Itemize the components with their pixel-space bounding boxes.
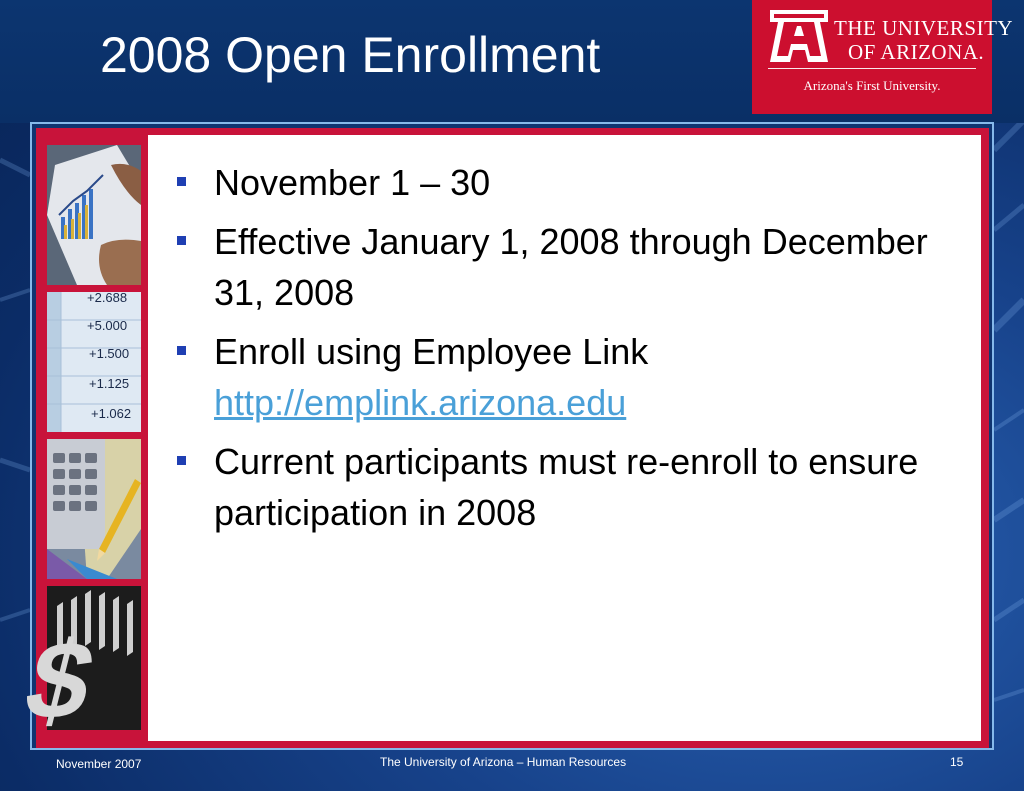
- footer-department: The University of Arizona – Human Resources: [380, 755, 627, 769]
- square-bullet-icon: [177, 456, 186, 465]
- logo-line-arizona: OF ARIZONA.: [848, 40, 985, 64]
- sheet-number: +2.688: [87, 290, 128, 305]
- square-bullet-icon: [177, 346, 186, 355]
- bullet-effective-dates: [174, 216, 934, 318]
- bullet-text: Effective January 1, 2008 through December 31, 2008: [214, 221, 928, 313]
- bullet-text: Enroll using Employee Link: [214, 331, 649, 372]
- bullet-text: November 1 – 30: [214, 162, 491, 203]
- logo-tagline: Arizona's First University.: [803, 78, 941, 93]
- number-sheet-image: [47, 292, 141, 432]
- sheet-number: +1.500: [89, 346, 130, 361]
- bullet-employee-link: [174, 326, 934, 428]
- emplink-url-link[interactable]: http://emplink.arizona.edu: [214, 382, 627, 423]
- chart-paper-image: [47, 145, 141, 285]
- slide-number: 15: [950, 755, 964, 769]
- bullet-re-enroll: [174, 436, 934, 538]
- bullet-list: [174, 157, 934, 546]
- logo-line-university: THE UNIVERSITY: [834, 16, 1014, 40]
- square-bullet-icon: [177, 236, 186, 245]
- sheet-number: +1.062: [91, 406, 132, 421]
- university-logo: [752, 0, 1014, 114]
- dollar-sign-image: [14, 586, 141, 742]
- footer-date: November 2007: [56, 757, 142, 771]
- decorative-image-strip: [14, 145, 141, 742]
- sheet-number: +5.000: [87, 318, 128, 333]
- sheet-number: +1.125: [89, 376, 130, 391]
- block-a-logo-icon: [768, 8, 830, 64]
- dollar-glyph: $: [14, 618, 107, 742]
- square-bullet-icon: [177, 177, 186, 186]
- bullet-enrollment-dates: [174, 157, 934, 208]
- slide-title: 2008 Open Enrollment: [100, 27, 601, 83]
- calculator-image: [47, 439, 141, 579]
- bullet-text: Current participants must re-enroll to ensure participation in 2008: [214, 441, 919, 533]
- logo-divider: [768, 68, 976, 69]
